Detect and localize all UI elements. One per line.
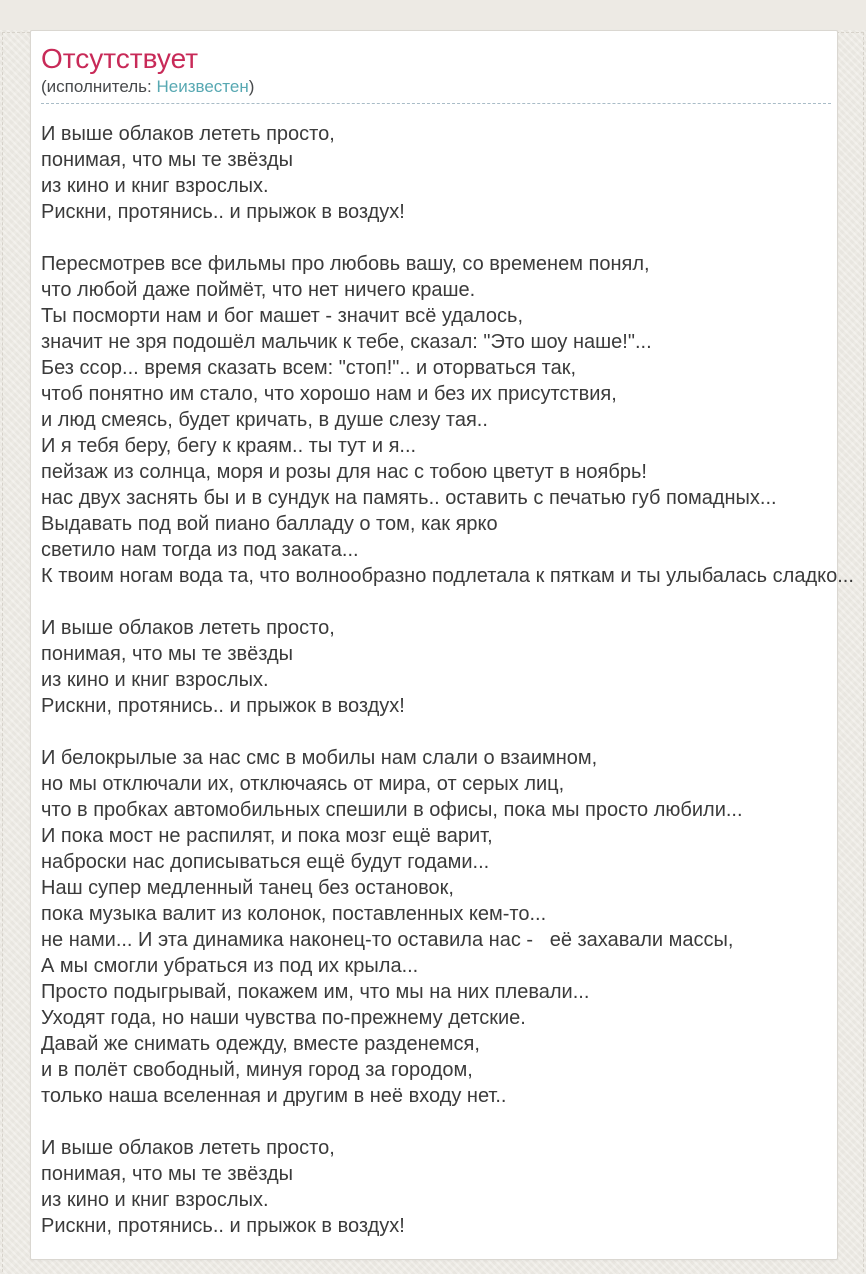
lyric-line: и люд смеясь, будет кричать, в душе слезу тая..: [41, 409, 488, 431]
lyric-line: понимая, что мы те звёзды: [41, 643, 294, 665]
lyric-line: нас двух заснять бы и в сундук на память.. оставить с печатью губ помадных...: [41, 487, 777, 509]
lyric-line: И пока мост не распилят, и пока мозг ещё варит,: [41, 825, 493, 847]
lyric-line: значит не зря подошёл мальчик к тебе, сказал: "Это шоу наше!"...: [41, 331, 652, 353]
lyrics-text: [41, 104, 854, 1239]
lyric-line: пока музыка валит из колонок, поставленных кем-то...: [41, 903, 547, 925]
content-card: [30, 30, 854, 1260]
lyric-line: Пересмотрев все фильмы про любовь вашу, со временем понял,: [41, 253, 650, 275]
lyric-line: пейзаж из солнца, моря и розы для нас с тобою цветут в ноябрь!: [41, 461, 647, 483]
lyric-line: из кино и книг взрослых.: [41, 1189, 269, 1211]
lyric-line: И я тебя беру, бегу к краям.. ты тут и я...: [41, 435, 417, 457]
page-background: [0, 30, 866, 1274]
lyric-line: из кино и книг взрослых.: [41, 175, 269, 197]
lyric-line: но мы отключали их, отключаясь от мира, от серых лиц,: [41, 773, 565, 795]
lyric-line: понимая, что мы те звёзды: [41, 1163, 294, 1185]
artist-line: [41, 76, 831, 98]
lyric-line: чтоб понятно им стало, что хорошо нам и без их присутствия,: [41, 383, 617, 405]
lyric-line: И белокрылые за нас смс в мобилы нам слали о взаимном,: [41, 747, 598, 769]
lyric-line: и в полёт свободный, минуя город за городом,: [41, 1059, 473, 1081]
lyric-line: А мы смогли убраться из под их крыла...: [41, 955, 419, 977]
lyric-line: из кино и книг взрослых.: [41, 669, 269, 691]
lyric-line: Ты посморти нам и бог машет - значит всё удалось,: [41, 305, 524, 327]
artist-label-suffix: ): [248, 77, 255, 96]
lyric-line: что любой даже поймёт, что нет ничего краше.: [41, 279, 476, 301]
lyric-line: Просто подыгрывай, покажем им, что мы на них плевали...: [41, 981, 590, 1003]
lyric-line: Уходят года, но наши чувства по-прежнему детские.: [41, 1007, 526, 1029]
stanza: [41, 121, 837, 225]
lyric-line: только наша вселенная и другим в неё входу нет..: [41, 1085, 507, 1107]
song-title: Отсутствует: [41, 43, 199, 74]
song-header: [41, 43, 831, 104]
lyric-line: Выдавать под вой пиано балладу о том, как ярко: [41, 513, 498, 535]
stanza: [41, 745, 837, 1109]
lyric-line: Рискни, протянись.. и прыжок в воздух!: [41, 201, 405, 223]
lyric-line: И выше облаков лететь просто,: [41, 617, 335, 639]
lyric-line: Рискни, протянись.. и прыжок в воздух!: [41, 1215, 405, 1237]
lyric-line: Рискни, протянись.. и прыжок в воздух!: [41, 695, 405, 717]
artist-label-prefix: (исполнитель:: [41, 77, 157, 96]
stanza: [41, 251, 854, 589]
lyric-line: К твоим ногам вода та, что волнообразно подлетала к пяткам и ты улыбалась сладко...: [41, 565, 854, 587]
lyric-line: не нами... И эта динамика наконец-то оставила нас - её захавали массы,: [41, 929, 734, 951]
lyric-line: понимая, что мы те звёзды: [41, 149, 294, 171]
lyric-line: наброски нас дописываться ещё будут годами...: [41, 851, 490, 873]
artist-link[interactable]: Неизвестен: [156, 77, 249, 96]
lyric-line: светило нам тогда из под заката...: [41, 539, 359, 561]
lyric-line: Наш супер медленный танец без остановок,: [41, 877, 454, 899]
lyric-line: И выше облаков лететь просто,: [41, 1137, 335, 1159]
stanza: [41, 615, 837, 719]
lyric-line: Без ссор... время сказать всем: "стоп!".. и оторваться так,: [41, 357, 577, 379]
lyric-line: что в пробках автомобильных спешили в офисы, пока мы просто любили...: [41, 799, 743, 821]
lyric-line: Давай же снимать одежду, вместе разденемся,: [41, 1033, 480, 1055]
lyric-line: И выше облаков лететь просто,: [41, 123, 335, 145]
stanza: [41, 1135, 837, 1239]
